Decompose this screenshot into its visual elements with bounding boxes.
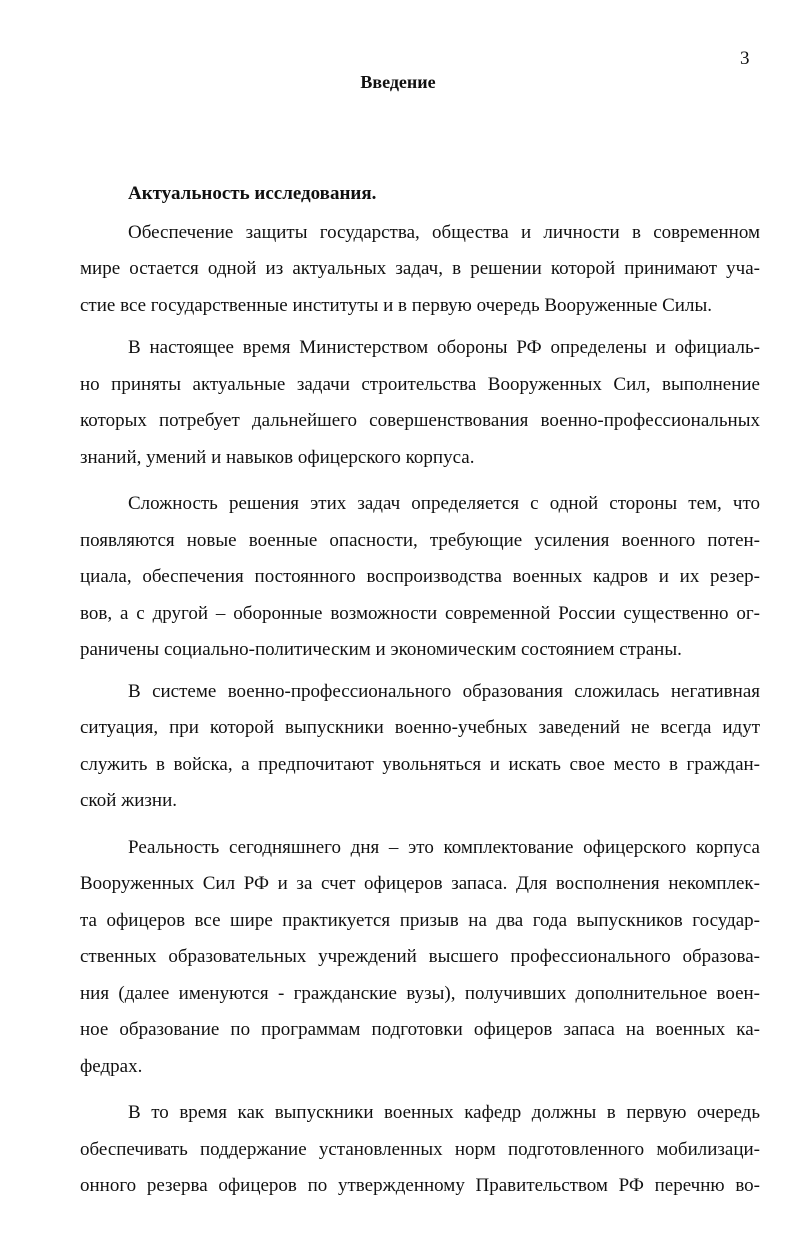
paragraph-line: появляются новые военные опасности, требующие усиления военного потен- — [80, 529, 760, 551]
page-number: 3 — [740, 48, 750, 69]
paragraph-line: ственных образовательных учреждений высшего профессионального образова- — [80, 946, 760, 967]
paragraph-line: но приняты актуальные задачи строительства Вооруженных Сил, выполнение — [80, 373, 760, 395]
paragraph-line: Вооруженных Сил РФ и за счет офицеров запаса. Для восполнения некомплек- — [80, 873, 760, 894]
paragraph-line: вов, а с другой – оборонные возможности современной России существенно ог- — [80, 602, 760, 624]
paragraph-line: Обеспечение защиты государства, общества и личности в современном — [128, 221, 760, 243]
section-heading: Актуальность исследования. — [128, 183, 377, 204]
paragraph-line: Реальность сегодняшнего дня – это комплектование офицерского корпуса — [128, 836, 760, 858]
paragraph-line: В настоящее время Министерством обороны РФ определены и официаль- — [128, 337, 760, 358]
paragraph-1 — [80, 215, 760, 325]
paragraph-line: федрах. — [80, 1055, 143, 1077]
paragraph-line: Сложность решения этих задач определяется с одной стороны тем, что — [128, 493, 760, 514]
paragraph-line: онного резерва офицеров по утвержденному Правительством РФ перечню во- — [80, 1175, 760, 1196]
paragraph-line: ской жизни. — [80, 790, 178, 811]
paragraph-line: служить в войска, а предпочитают увольняться и искать свое место в граждан- — [80, 753, 760, 775]
paragraph-3 — [80, 486, 760, 669]
page-title: Введение — [360, 72, 436, 92]
paragraph-6 — [80, 1095, 760, 1205]
paragraph-line: стие все государственные институты и в первую очередь Вооруженные Силы. — [80, 294, 712, 316]
paragraph-line: ное образование по программам подготовки офицеров запаса на военных ка- — [80, 1019, 760, 1040]
paragraph-line: циала, обеспечения постоянного воспроизводства военных кадров и их резер- — [80, 566, 760, 587]
paragraph-4 — [80, 674, 760, 820]
paragraph-line: которых потребует дальнейшего совершенствования военно-профессиональных — [80, 410, 760, 431]
paragraph-line: ситуация, при которой выпускники военно-учебных заведений не всегда идут — [80, 717, 760, 738]
paragraph-line: знаний, умений и навыков офицерского корпуса. — [80, 446, 475, 468]
paragraph-line: раничены социально-политическим и экономическим состоянием страны. — [80, 639, 682, 660]
paragraph-line: В системе военно-профессионального образования сложилась негативная — [128, 680, 760, 702]
paragraph-2 — [80, 330, 760, 476]
paragraph-line: В то время как выпускники военных кафедр должны в первую очередь — [128, 1102, 760, 1123]
paragraph-5 — [80, 830, 760, 1086]
paragraph-line: та офицеров все шире практикуется призыв на два года выпускников государ- — [80, 909, 760, 931]
paragraph-line: ния (далее именуются - гражданские вузы), получивших дополнительное воен- — [80, 982, 760, 1004]
paragraph-line: обеспечивать поддержание установленных норм подготовленного мобилизаци- — [80, 1138, 760, 1160]
paragraph-line: мире остается одной из актуальных задач, в решении которой принимают уча- — [80, 258, 760, 279]
body-text — [80, 176, 760, 1205]
